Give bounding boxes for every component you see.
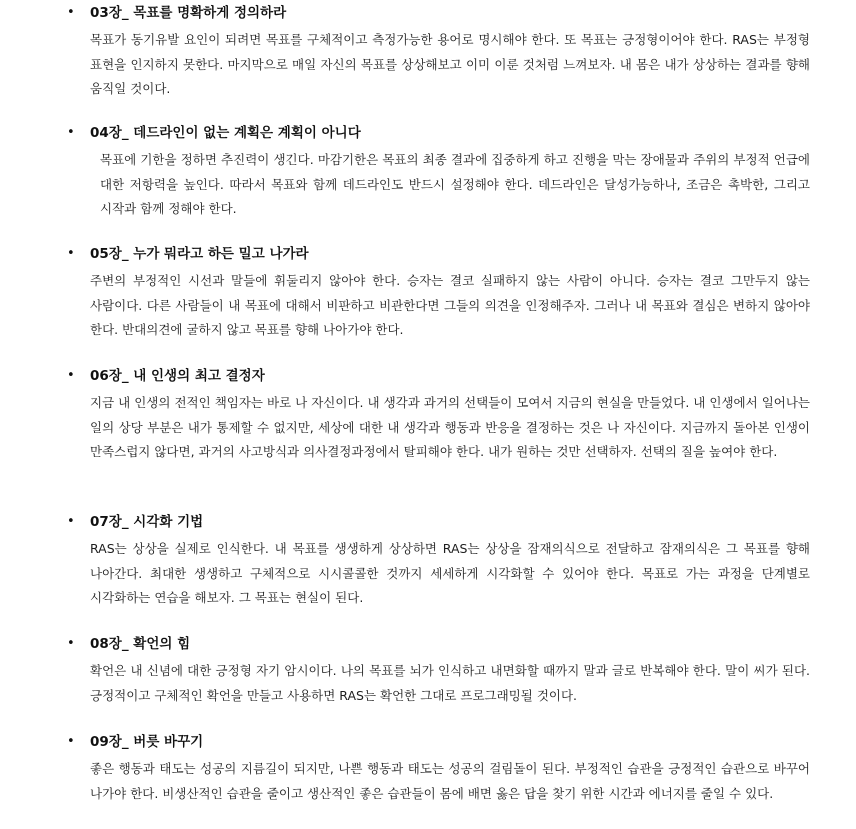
bullet-icon: •	[67, 734, 75, 749]
chapter-05-heading: 05장_ 누가 뭐라고 하든 밀고 나가라	[90, 246, 309, 262]
bullet-icon: •	[67, 514, 75, 529]
bullet-icon: •	[67, 636, 75, 651]
chapter-05-body: 주변의 부정적인 시선과 말들에 휘둘리지 않아야 한다. 승자는 결코 실패하지 않는 사람이 아니다. 승자는 결코 그만두지 않는 사람이다. 다른 사람들이 내 목표에 대해서 비판하고 비관한다면 그들의 의견을 인정해주자. 그러나 내 목표와 결심은 변하지 않아야 한다. 반대의견에 굴하지 않고 목표를 향해 나아가야 한다.	[90, 273, 810, 337]
chapter-03-heading: 03장_ 목표를 명확하게 정의하라	[90, 5, 287, 21]
chapter-06-body: 지금 내 인생의 전적인 책임자는 바로 나 자신이다. 내 생각과 과거의 선택들이 모여서 지금의 현실을 만들었다. 내 인생에서 일어나는 일의 상당 부분은 내가 통제할 수 없지만, 세상에 대한 내 생각과 행동과 반응을 결정하는 것은 나 자신이다. 지금까지 돌아본 인생이 만족스럽지 않다면, 과거의 사고방식과 의사결정과정에서 탈피해야 한다. 내가 원하는 것만 선택하자. 선택의 질을 높여야 한다.	[90, 395, 810, 459]
chapter-07-body: RAS는 상상을 실제로 인식한다. 내 목표를 생생하게 상상하면 RAS는 상상을 잠재의식으로 전달하고 잠재의식은 그 목표를 향해 나아간다. 최대한 생생하고 구체적으로 시시콜콜한 것까지 세세하게 시각화할 수 있어야 한다. 목표로 가는 과정을 단계별로 시각화하는 연습을 해보자. 그 목표는 현실이 된다.	[90, 541, 810, 605]
chapter-08-heading: 08장_ 확언의 힘	[90, 636, 191, 652]
chapter-03-body: 목표가 동기유발 요인이 되려면 목표를 구체적이고 측정가능한 용어로 명시해야 한다. 또 목표는 긍정형이어야 한다. RAS는 부정형 표현을 인지하지 못한다. 마지막으로 매일 자신의 목표를 상상해보고 이미 이룬 것처럼 느껴보자. 내 몸은 내가 상상하는 결과를 향해 움직일 것이다.	[90, 32, 810, 96]
chapter-09-heading: 09장_ 버릇 바꾸기	[90, 734, 204, 750]
chapter-08-body: 확언은 내 신념에 대한 긍정형 자기 암시이다. 나의 목표를 뇌가 인식하고 내면화할 때까지 말과 글로 반복해야 한다. 말이 씨가 된다. 긍정적이고 구체적인 확언을 만들고 사용하면 RAS는 확언한 그대로 프로그래밍될 것이다.	[90, 663, 810, 703]
bullet-icon: •	[67, 246, 75, 261]
bullet-icon: •	[67, 368, 75, 383]
chapter-04-heading: 04장_ 데드라인이 없는 계획은 계획이 아니다	[90, 125, 361, 141]
chapter-04-body: 목표에 기한을 정하면 추진력이 생긴다. 마감기한은 목표의 최종 결과에 집중하게 하고 진행을 막는 장애물과 주위의 부정적 언급에 대한 저항력을 높인다. 따라서 목표와 함께 데드라인도 반드시 설정해야 한다. 데드라인은 달성가능하나, 조금은 촉박한, 그리고 시작과 함께 정해야 한다.	[100, 152, 810, 216]
bullet-icon: •	[67, 125, 75, 140]
chapter-06-heading: 06장_ 내 인생의 최고 결정자	[90, 368, 265, 384]
chapter-07-heading: 07장_ 시각화 기법	[90, 514, 204, 530]
chapter-09-body: 좋은 행동과 태도는 성공의 지름길이 되지만, 나쁜 행동과 태도는 성공의 걸림돌이 된다. 부정적인 습관을 긍정적인 습관으로 바꾸어 나가야 한다. 비생산적인 습관을 줄이고 생산적인 좋은 습관들이 몸에 배면 옳은 답을 찾기 위한 시간과 에너지를 줄일 수 있다.	[90, 761, 810, 801]
bullet-icon: •	[67, 5, 75, 20]
